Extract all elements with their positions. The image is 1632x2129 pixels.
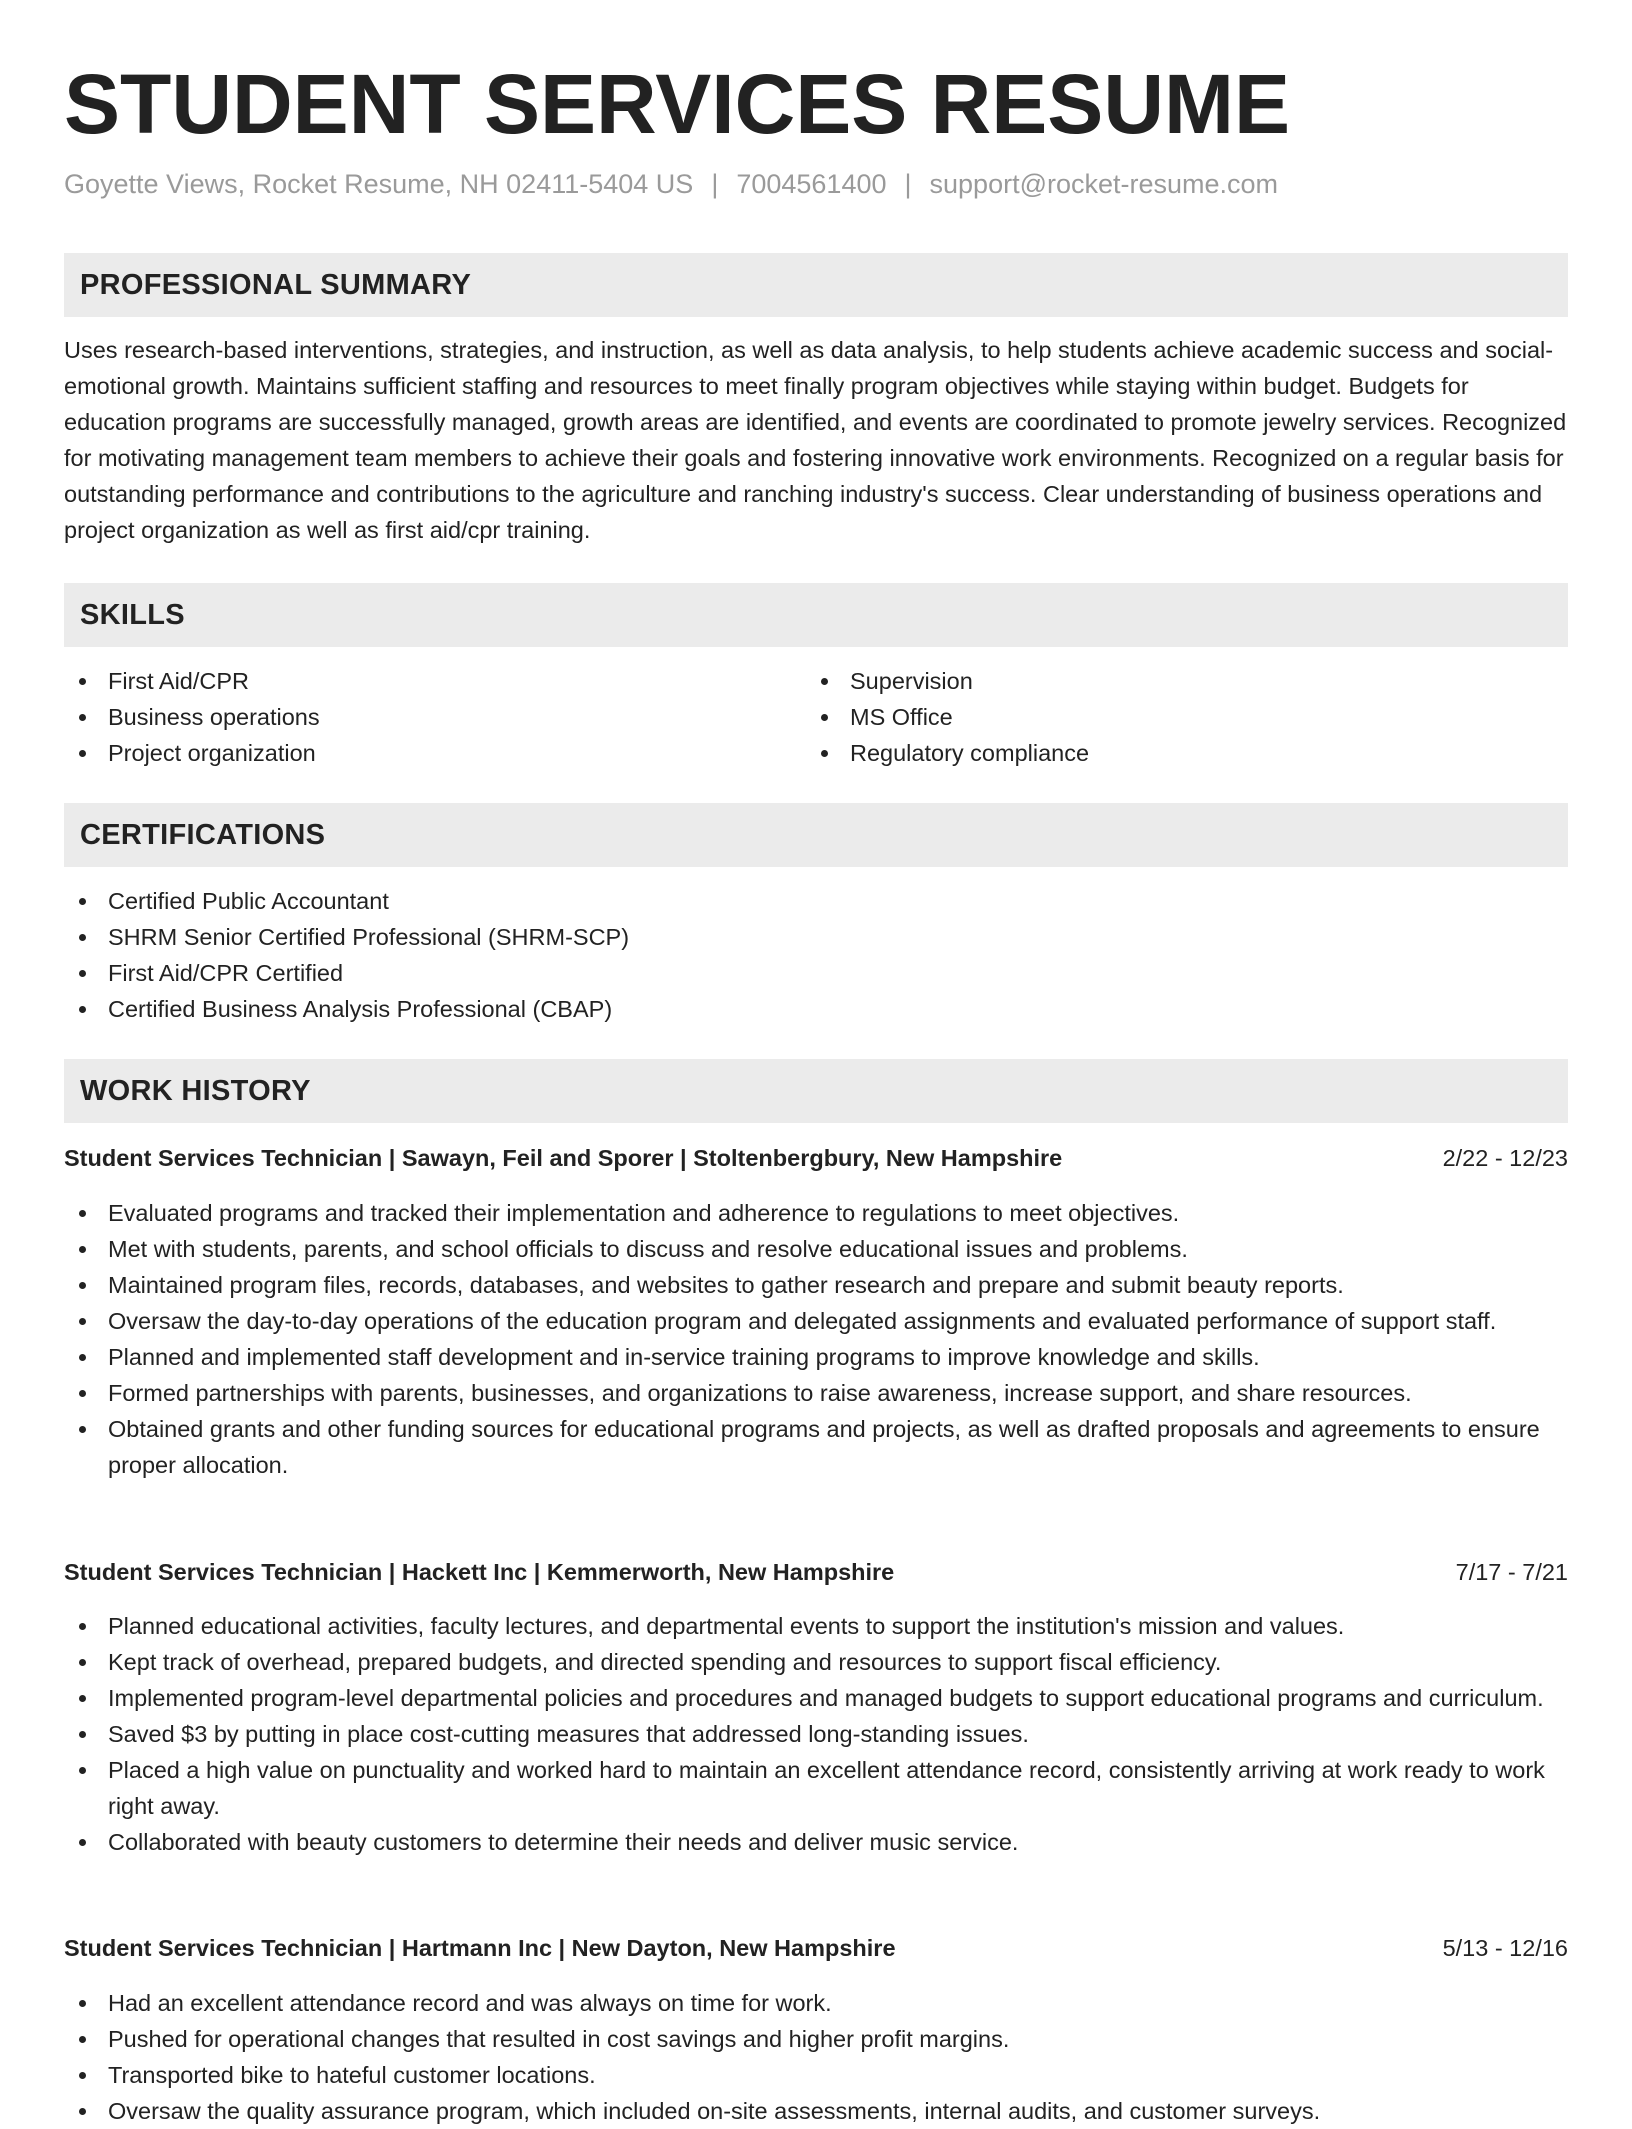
- certification-item: Certified Public Accountant: [64, 883, 1568, 919]
- summary-text: Uses research-based interventions, strategies, and instruction, as well as data analysis, to help students achieve academic success and social-emotional growth. Maintains sufficient staffing and resources to meet finally program objectives while staying within budget. Budgets for education programs are successfully managed, growth areas are identified, and events are coordinated to promote jewelry services. Recognized for motivating management team members to achieve their goals and fostering innovative work environments. Recognized on a regular basis for outstanding performance and contributions to the agriculture and ranching industry's success. Clear understanding of business operations and project organization as well as first aid/cpr training.: [64, 337, 1567, 543]
- skill-item: Supervision: [806, 663, 1546, 699]
- job-bullet: Formed partnerships with parents, businesses, and organizations to raise awareness, increase support, and share resources.: [64, 1375, 1568, 1411]
- job-bullets: [64, 1195, 1568, 1483]
- job-title: Student Services Technician | Hartmann Inc | New Dayton, New Hampshire: [64, 1935, 896, 1961]
- job-header: [64, 1140, 1568, 1176]
- section-heading-summary: PROFESSIONAL SUMMARY: [64, 253, 1568, 317]
- skill-item: Regulatory compliance: [806, 735, 1546, 771]
- job-title: Student Services Technician | Sawayn, Feil and Sporer | Stoltenbergbury, New Hampshire: [64, 1145, 1063, 1171]
- job-bullet: Implemented program-level departmental policies and procedures and managed budgets to support educational programs and curriculum.: [64, 1680, 1568, 1716]
- job-bullet: Met with students, parents, and school officials to discuss and resolve educational issues and problems.: [64, 1231, 1568, 1267]
- job-bullet: Placed a high value on punctuality and worked hard to maintain an excellent attendance record, consistently arriving at work ready to work right away.: [64, 1752, 1568, 1824]
- contact-email: support@rocket-resume.com: [929, 169, 1279, 199]
- job-title: Student Services Technician | Hackett Inc | Kemmerworth, New Hampshire: [64, 1559, 895, 1585]
- job-bullet: Evaluated programs and tracked their implementation and adherence to regulations to meet objectives.: [64, 1195, 1568, 1231]
- contact-separator: |: [904, 169, 912, 199]
- job-bullet: Collaborated with beauty customers to determine their needs and deliver music service.: [64, 1824, 1568, 1860]
- job-dates: 2/22 - 12/23: [1442, 1145, 1568, 1171]
- job-dates: 5/13 - 12/16: [1442, 1935, 1568, 1961]
- job-bullet: Saved $3 by putting in place cost-cutting measures that addressed long-standing issues.: [64, 1716, 1568, 1752]
- certifications-list: [64, 883, 1568, 1027]
- section-heading-work-history: WORK HISTORY: [64, 1059, 1568, 1123]
- skill-item: Project organization: [64, 735, 804, 771]
- skill-item: Business operations: [64, 699, 804, 735]
- contact-line: [64, 166, 1278, 202]
- job-dates: 7/17 - 7/21: [1455, 1559, 1568, 1585]
- section-heading-skills: SKILLS: [64, 583, 1568, 647]
- certification-item: SHRM Senior Certified Professional (SHRM-SCP): [64, 919, 1568, 955]
- job-bullet: Had an excellent attendance record and was always on time for work.: [64, 1985, 1568, 2021]
- resume-title: STUDENT SERVICES RESUME: [64, 57, 1290, 151]
- skill-item: MS Office: [806, 699, 1546, 735]
- job-bullet: Planned and implemented staff development and in-service training programs to improve knowledge and skills.: [64, 1339, 1568, 1375]
- job-bullet: Oversaw the quality assurance program, which included on-site assessments, internal audits, and customer surveys.: [64, 2093, 1568, 2129]
- section-heading-certifications: CERTIFICATIONS: [64, 803, 1568, 867]
- job-bullet: Obtained grants and other funding sources for educational programs and projects, as well as drafted proposals and agreements to ensure proper allocation.: [64, 1411, 1568, 1483]
- skills-list-right: [806, 663, 1546, 771]
- job-bullet: Pushed for operational changes that resulted in cost savings and higher profit margins.: [64, 2021, 1568, 2057]
- job-bullet: Maintained program files, records, databases, and websites to gather research and prepare and submit beauty reports.: [64, 1267, 1568, 1303]
- job-bullet: Oversaw the day-to-day operations of the education program and delegated assignments and evaluated performance of support staff.: [64, 1303, 1568, 1339]
- contact-separator: |: [711, 169, 719, 199]
- skill-item: First Aid/CPR: [64, 663, 804, 699]
- job-bullets: [64, 1608, 1568, 1860]
- job-bullet: Transported bike to hateful customer locations.: [64, 2057, 1568, 2093]
- contact-phone: 7004561400: [736, 169, 887, 199]
- job-bullet: Planned educational activities, faculty lectures, and departmental events to support the institution's mission and values.: [64, 1608, 1568, 1644]
- skills-list-left: [64, 663, 804, 771]
- job-header: [64, 1554, 1568, 1590]
- job-bullet: Kept track of overhead, prepared budgets, and directed spending and resources to support fiscal efficiency.: [64, 1644, 1568, 1680]
- contact-address: Goyette Views, Rocket Resume, NH 02411-5404 US: [64, 169, 694, 199]
- certification-item: Certified Business Analysis Professional (CBAP): [64, 991, 1568, 1027]
- job-header: [64, 1930, 1568, 1966]
- job-bullets: [64, 1985, 1568, 2129]
- certification-item: First Aid/CPR Certified: [64, 955, 1568, 991]
